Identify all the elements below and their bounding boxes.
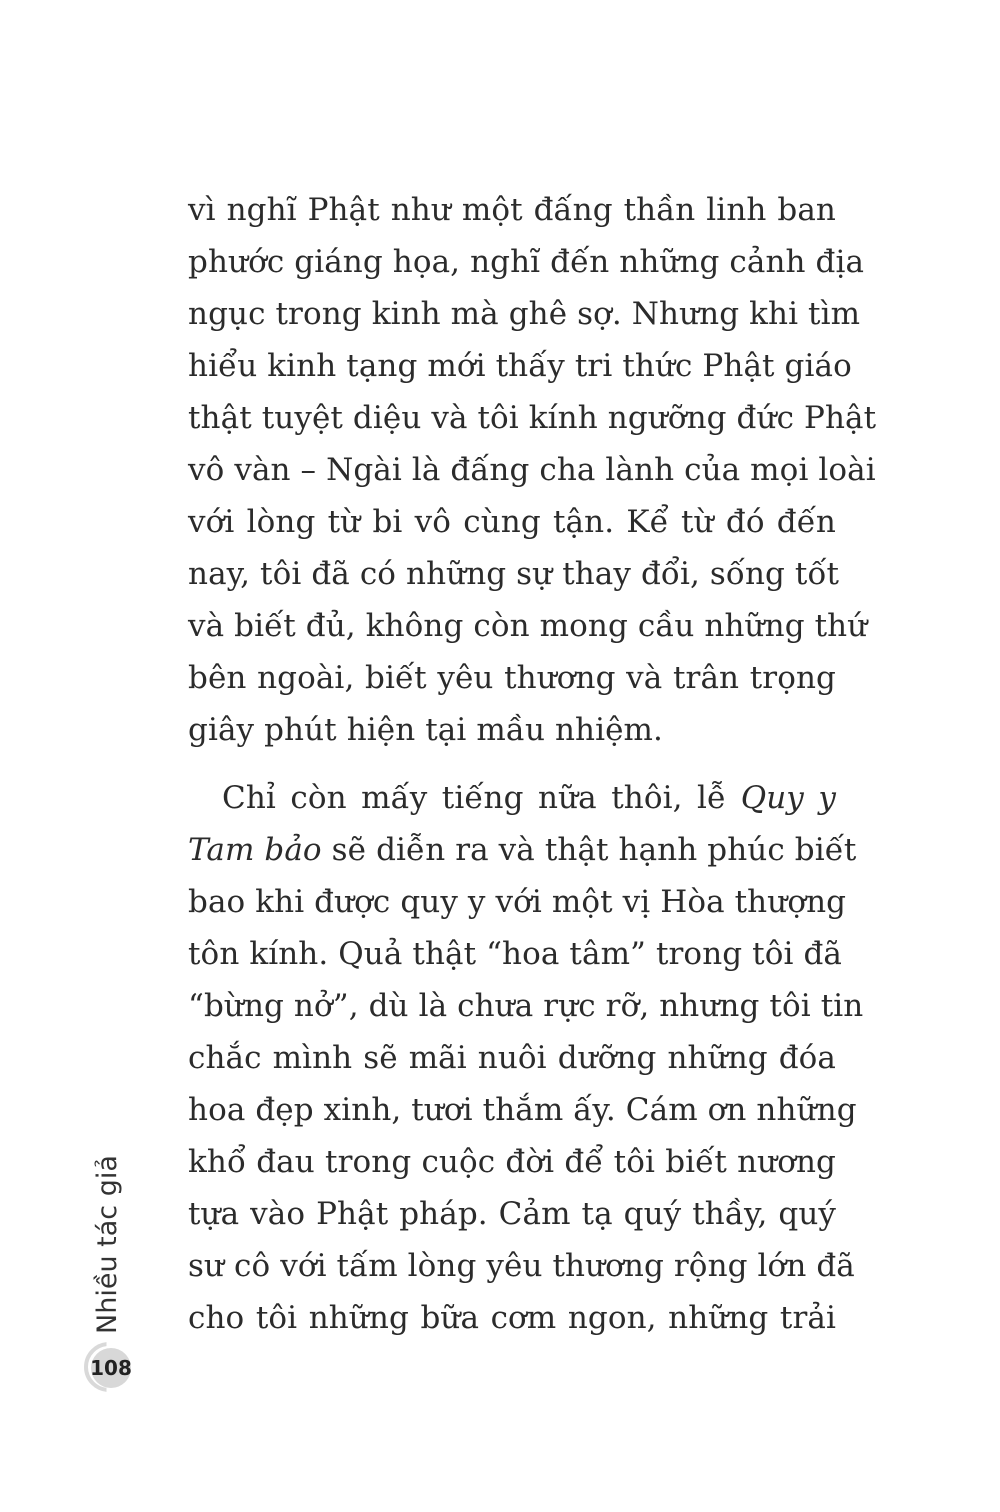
text-line: và biết đủ, không còn mong cầu những thứ — [188, 608, 868, 644]
paragraph-2 — [188, 772, 864, 1344]
text-line: phước giáng họa, nghĩ đến những cảnh địa — [188, 244, 865, 280]
body-text — [188, 184, 877, 1344]
text-line: sư cô với tấm lòng yêu thương rộng lớn đã — [188, 1248, 855, 1284]
text-line: giây phút hiện tại mầu nhiệm. — [188, 712, 663, 748]
italic-run: Quy y — [740, 780, 836, 816]
text-line: bao khi được quy y với một vị Hòa thượng — [188, 884, 847, 920]
text-line: nay, tôi đã có những sự thay đổi, sống tốt — [188, 556, 840, 592]
text-line: “bừng nở”, dù là chưa rực rỡ, nhưng tôi tin — [188, 988, 864, 1024]
page-number-badge — [84, 1342, 134, 1392]
text-line: hoa đẹp xinh, tươi thắm ấy. Cám ơn những — [188, 1092, 857, 1128]
text-line: vô vàn – Ngài là đấng cha lành của mọi loài — [188, 452, 876, 488]
text-run: sẽ diễn ra và thật hạnh phúc biết — [321, 832, 857, 868]
text-line: bên ngoài, biết yêu thương và trân trọng — [188, 660, 836, 696]
text-line — [188, 772, 836, 824]
text-line — [188, 824, 857, 876]
text-line: chắc mình sẽ mãi nuôi dưỡng những đóa — [188, 1040, 836, 1076]
text-run: Chỉ còn mấy tiếng nữa thôi, lễ — [222, 780, 741, 816]
page-number: 108 — [91, 1348, 131, 1388]
running-header-author — [87, 1150, 127, 1334]
paragraph-1 — [188, 184, 877, 756]
text-line: với lòng từ bi vô cùng tận. Kể từ đó đến — [188, 504, 836, 540]
author-label: Nhiều tác giả — [91, 1155, 123, 1334]
text-line: vì nghĩ Phật như một đấng thần linh ban — [188, 192, 836, 228]
text-line: hiểu kinh tạng mới thấy tri thức Phật giáo — [188, 348, 852, 384]
text-line: ngục trong kinh mà ghê sợ. Nhưng khi tìm — [188, 296, 861, 332]
italic-run: Tam bảo — [188, 832, 322, 868]
text-line: thật tuyệt diệu và tôi kính ngưỡng đức Phật — [188, 400, 877, 436]
text-line: tựa vào Phật pháp. Cảm tạ quý thầy, quý — [188, 1196, 836, 1232]
paragraph-gap — [188, 756, 836, 772]
text-line: khổ đau trong cuộc đời để tôi biết nương — [188, 1144, 836, 1180]
text-line: tôn kính. Quả thật “hoa tâm” trong tôi đã — [188, 936, 842, 972]
text-line: cho tôi những bữa cơm ngon, những trải — [188, 1300, 836, 1336]
